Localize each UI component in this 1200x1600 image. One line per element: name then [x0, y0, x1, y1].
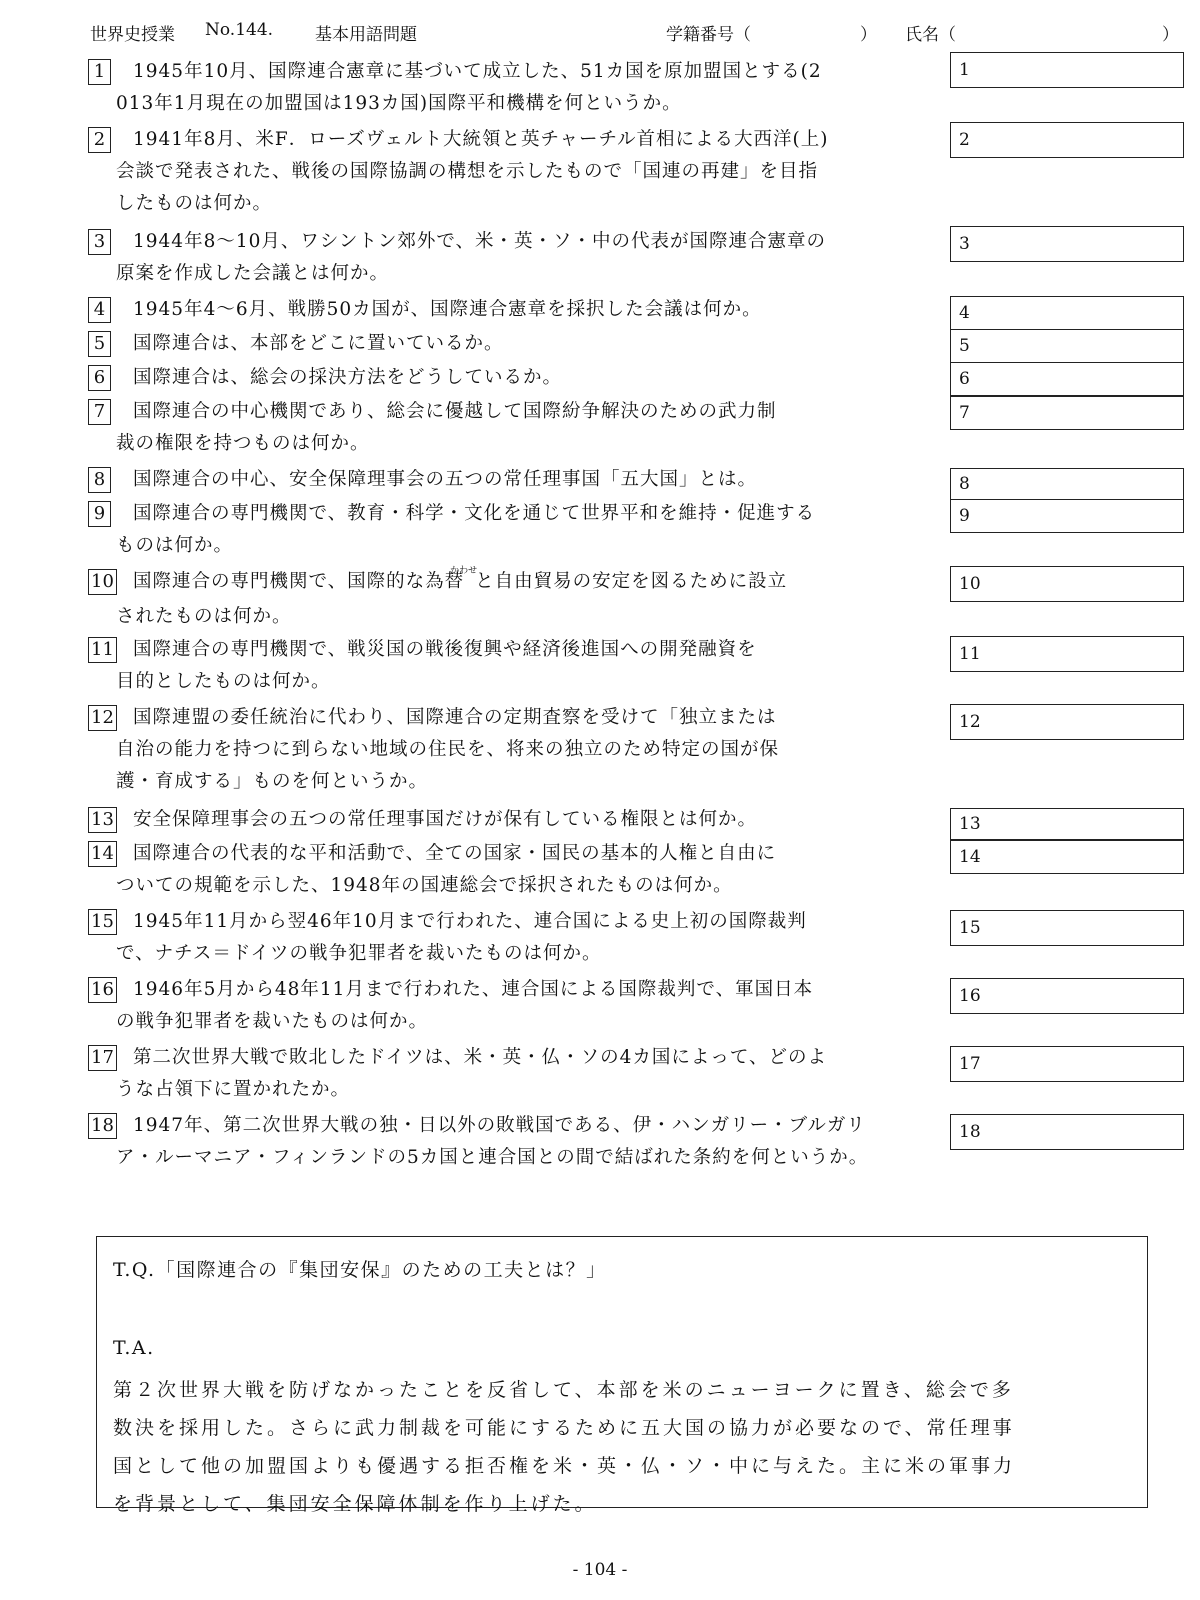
answer-box-7[interactable]: 7 — [950, 396, 1184, 430]
question-number: 6 — [88, 365, 111, 391]
question-number: 16 — [88, 977, 117, 1003]
tq-answer-label: T.A. — [113, 1337, 155, 1359]
question-9: 9 国際連合の専門機関で、教育・科学・文化を通じて世界平和を維持・促進する ものは何か。 — [88, 498, 938, 562]
question-3: 3 1944年8～10月、ワシントン郊外で、米・英・ソ・中の代表が国際連合憲章の 原案を作成した会議とは何か。 — [88, 226, 938, 290]
answer-box-8[interactable]: 8 — [950, 468, 1184, 500]
answer-box-14[interactable]: 14 — [950, 840, 1184, 874]
question-11: 11 国際連合の専門機関で、戦災国の戦後復興や経済後進国への開発融資を 目的としたものは何か。 — [88, 634, 938, 698]
answer-box-4[interactable]: 4 — [950, 296, 1184, 330]
question-number: 7 — [88, 399, 111, 425]
question-number: 4 — [88, 297, 111, 323]
question-number: 5 — [88, 331, 111, 357]
question-number: 14 — [88, 841, 117, 867]
question-4: 4 1945年4～6月、戦勝50カ国が、国際連合憲章を採択した会議は何か。 — [88, 294, 938, 326]
question-18: 18 1947年、第二次世界大戦の独・日以外の敗戦国である、伊・ハンガリー・ブルガリ ア・ルーマニア・フィンランドの5カ国と連合国との間で結ばれた条約を何というか。 — [88, 1110, 938, 1174]
answer-box-18[interactable]: 18 — [950, 1114, 1184, 1150]
question-number: 17 — [88, 1045, 117, 1071]
student-id-close: ） — [860, 25, 877, 45]
answer-box-3[interactable]: 3 — [950, 226, 1184, 262]
tq-question: T.Q.「国際連合の『集団安保』のための工夫とは？」 — [113, 1259, 607, 1281]
question-number: 1 — [88, 59, 111, 85]
question-number: 10 — [88, 569, 117, 595]
page-number: - 104 - — [572, 1560, 628, 1580]
question-number: 15 — [88, 909, 117, 935]
question-1: 1 1945年10月、国際連合憲章に基づいて成立した、51カ国を原加盟国とする(2 013年1月現在の加盟国は193カ国)国際平和機構を何というか。 — [88, 56, 938, 120]
question-7: 7 国際連合の中心機関であり、総会に優越して国際紛争解決のための武力制 裁の権限を持つものは何か。 — [88, 396, 938, 460]
answer-box-1[interactable]: 1 — [950, 52, 1184, 88]
answer-box-5[interactable]: 5 — [950, 329, 1184, 363]
question-number: 13 — [88, 807, 117, 833]
question-2: 2 1941年8月、米F．ローズヴェルト大統領と英チャーチル首相による大西洋(上) 会談で発表された、戦後の国際協調の構想を示したもので「国連の再建」を目指 したものは何か。 — [88, 124, 938, 220]
furigana: かわせ — [450, 566, 478, 576]
thinking-question-box — [96, 1236, 1148, 1515]
answer-box-16[interactable]: 16 — [950, 978, 1184, 1014]
question-number: 12 — [88, 705, 117, 731]
answer-box-6[interactable]: 6 — [950, 362, 1184, 396]
question-number: 8 — [88, 467, 111, 493]
course-title: 世界史授業 — [90, 25, 175, 45]
name-label: 氏名（ — [905, 25, 956, 45]
question-13: 13 安全保障理事会の五つの常任理事国だけが保有している権限とは何か。 — [88, 804, 938, 836]
answer-box-10[interactable]: 10 — [950, 566, 1184, 602]
answer-box-11[interactable]: 11 — [950, 636, 1184, 672]
question-12: 12 国際連盟の委任統治に代わり、国際連合の定期査察を受けて「独立または 自治の能力を持つに到らない地域の住民を、将来の独立のため特定の国が保 護・育成する」ものを何というか。 — [88, 702, 938, 798]
answer-box-12[interactable]: 12 — [950, 704, 1184, 740]
answer-box-9[interactable]: 9 — [950, 499, 1184, 533]
worksheet-header — [90, 20, 1180, 48]
question-8: 8 国際連合の中心、安全保障理事会の五つの常任理事国「五大国」とは。 — [88, 464, 938, 496]
question-6: 6 国際連合は、総会の採決方法をどうしているか。 — [88, 362, 938, 394]
sheet-title: 基本用語問題 — [315, 25, 417, 45]
name-close: ） — [1162, 25, 1179, 45]
question-16: 16 1946年5月から48年11月まで行われた、連合国による国際裁判で、軍国日本 の戦争犯罪者を裁いたものは何か。 — [88, 974, 938, 1038]
sheet-number: No.144. — [205, 20, 274, 40]
answer-box-15[interactable]: 15 — [950, 910, 1184, 946]
question-14: 14 国際連合の代表的な平和活動で、全ての国家・国民の基本的人権と自由に ついての規範を示した、1948年の国連総会で採択されたものは何か。 — [88, 838, 938, 902]
question-number: 9 — [88, 501, 111, 527]
student-id-label: 学籍番号（ — [666, 25, 751, 45]
tq-answer: 第２次世界大戦を防げなかったことを反省して、本部を米のニューヨークに置き、総会で多 数決を採用した。さらに武力制裁を可能にするために五大国の協力が必要なので、常任理事 国として他の加盟国よりも優遇する拒否権を米・英・仏・ソ・中に与えた。主に米の軍事力 を背景として、集団安全保障体制を作り上げた。 — [113, 1379, 1016, 1515]
question-number: 3 — [88, 229, 111, 255]
question-10: 10 国際連合の専門機関で、国際的な為替$^{かわせ}$と自由貿易の安定を図るために設立 されたものは何か。 — [88, 566, 938, 633]
question-15: 15 1945年11月から翌46年10月まで行われた、連合国による史上初の国際裁判 で、ナチス＝ドイツの戦争犯罪者を裁いたものは何か。 — [88, 906, 938, 970]
answer-box-17[interactable]: 17 — [950, 1046, 1184, 1082]
question-number: 18 — [88, 1113, 117, 1139]
question-number: 11 — [88, 637, 117, 663]
question-5: 5 国際連合は、本部をどこに置いているか。 — [88, 328, 938, 360]
question-number: 2 — [88, 127, 111, 153]
question-17: 17 第二次世界大戦で敗北したドイツは、米・英・仏・ソの4カ国によって、どのよ うな占領下に置かれたか。 — [88, 1042, 938, 1106]
answer-box-2[interactable]: 2 — [950, 122, 1184, 158]
answer-box-13[interactable]: 13 — [950, 808, 1184, 840]
